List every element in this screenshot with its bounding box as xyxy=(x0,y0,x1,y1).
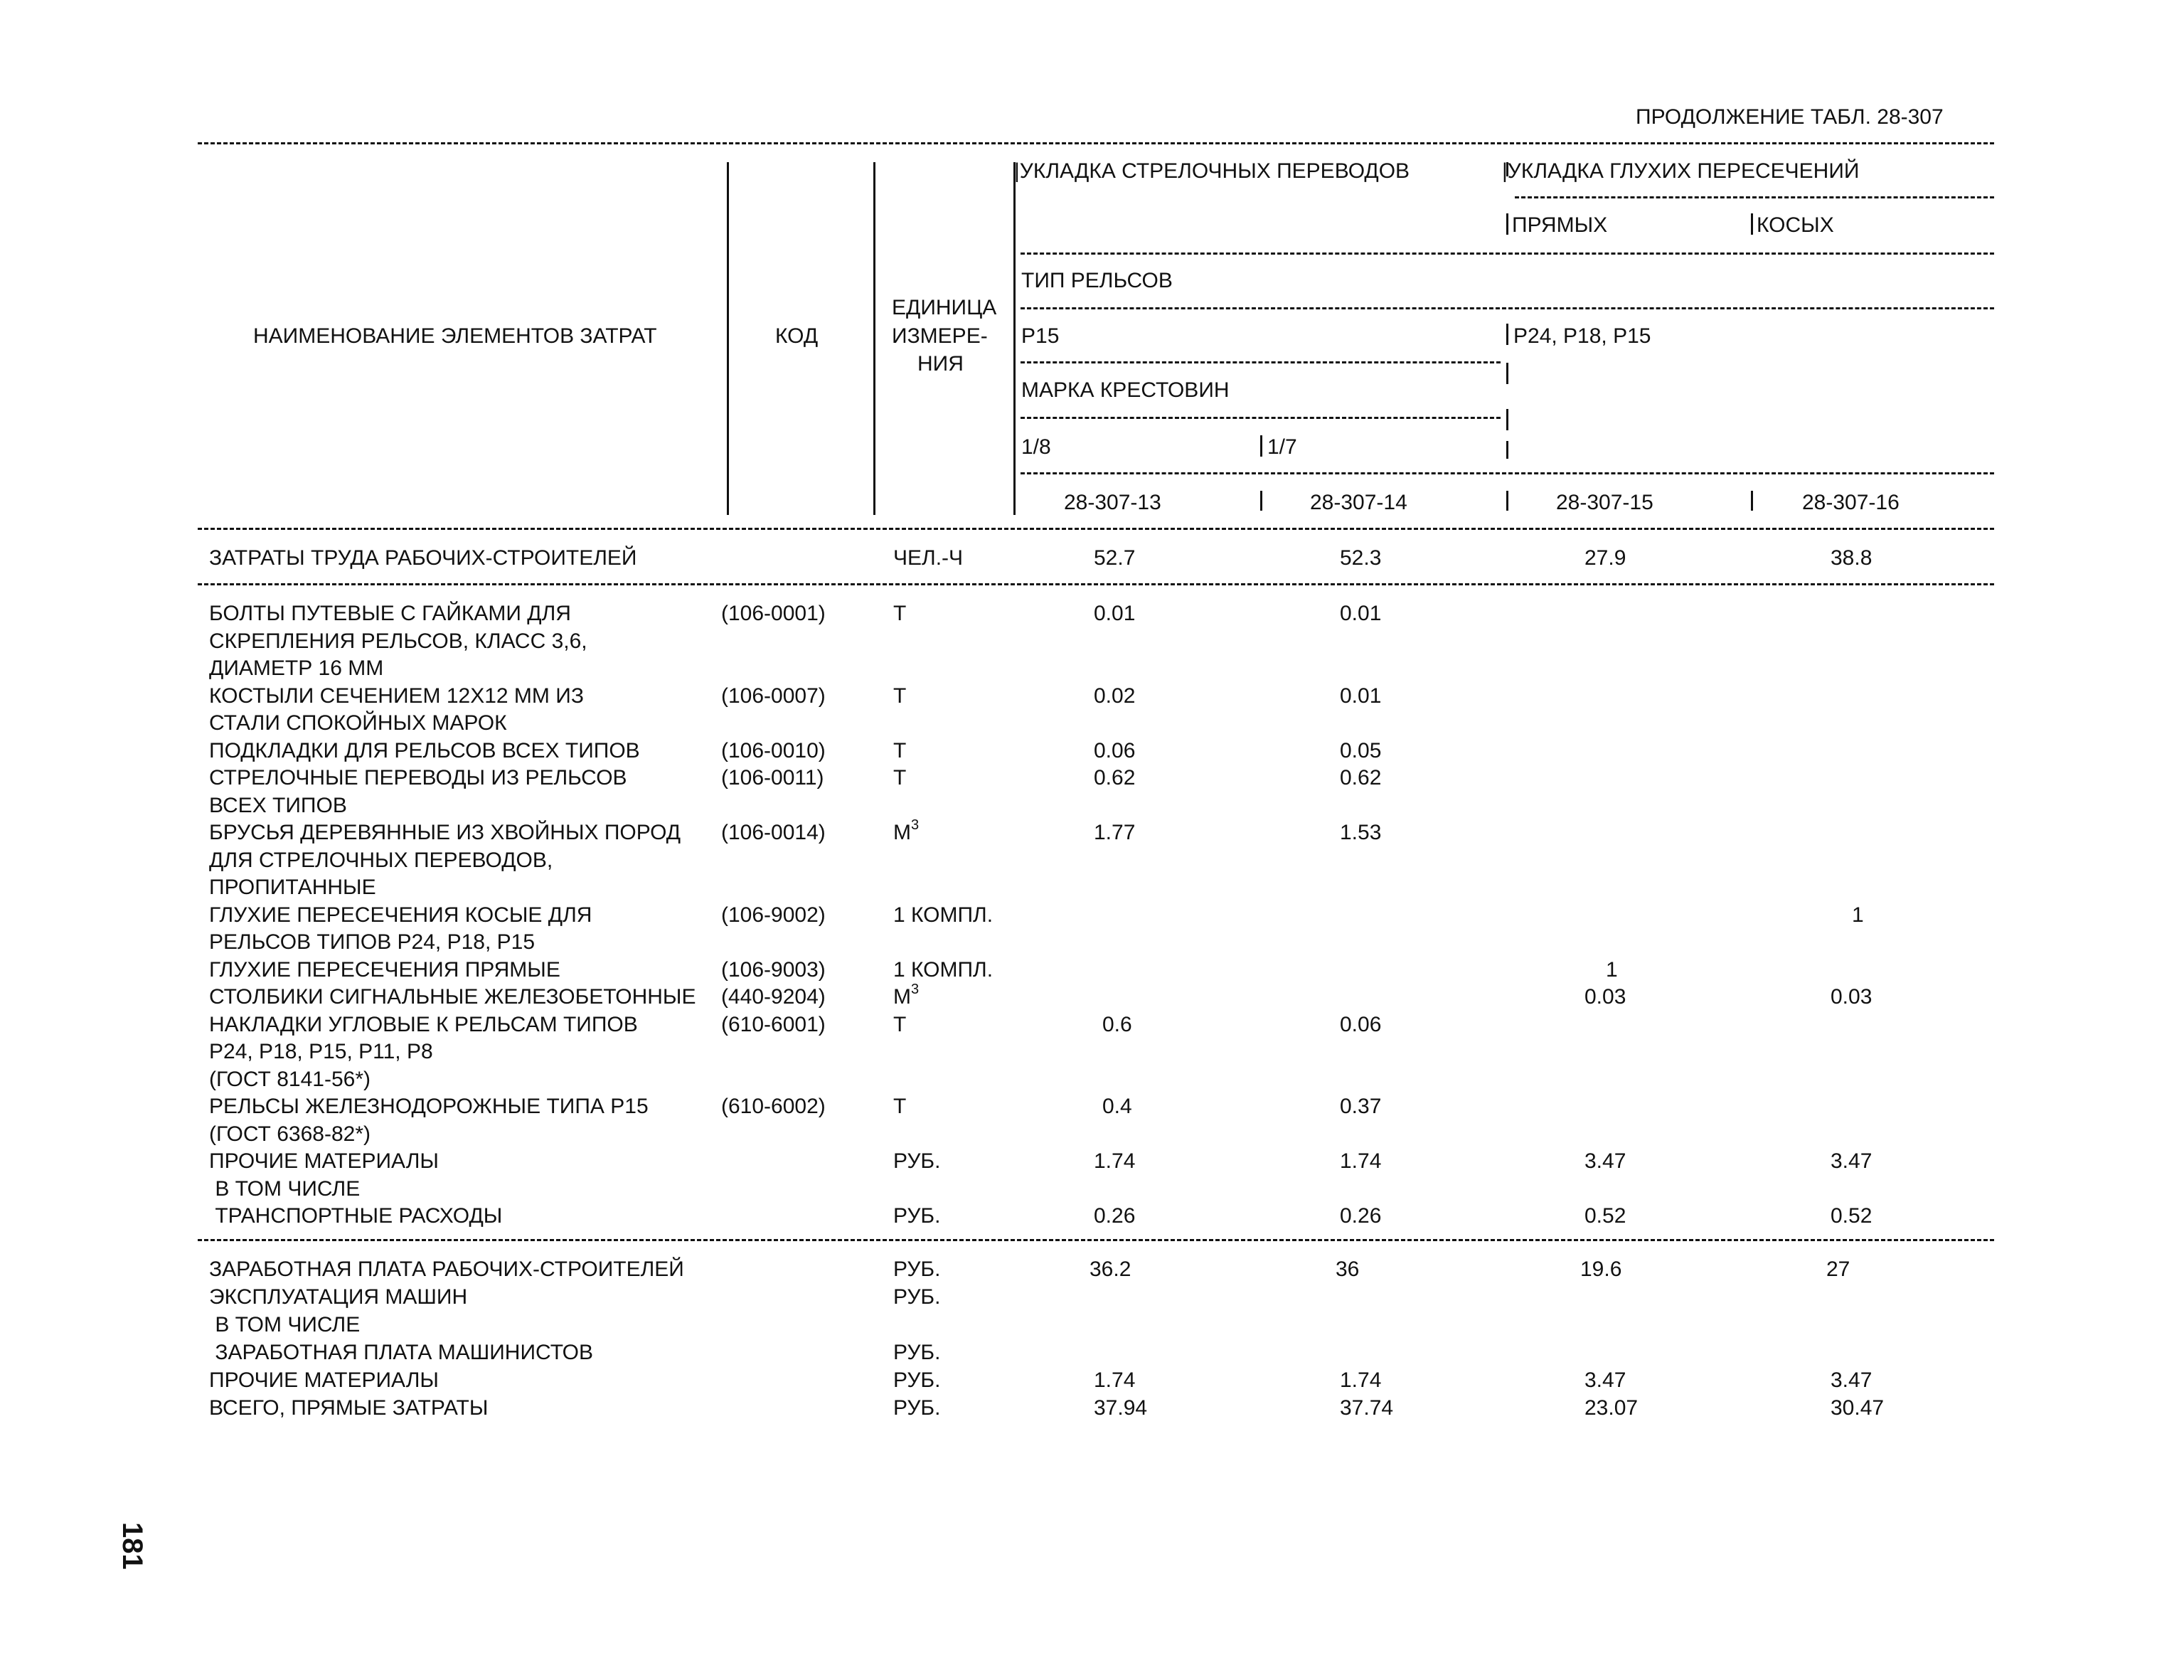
header-rail-type: ТИП РЕЛЬСОВ xyxy=(1021,269,1173,292)
material-unit xyxy=(893,1206,940,1227)
summary-name: В ТОМ ЧИСЛЕ xyxy=(209,1313,361,1336)
summary-name: ЗАРАБОТНАЯ ПЛАТА РАБОЧИХ-СТРОИТЕЛЕЙ xyxy=(209,1258,684,1281)
material-value-2: 0.37 xyxy=(1340,1095,1382,1118)
material-unit xyxy=(893,905,993,926)
header-group2: |УКЛАДКА ГЛУХИХ ПЕРЕСЕЧЕНИЙ xyxy=(1502,159,1860,183)
material-unit-text: Т xyxy=(893,738,907,762)
header-frog-1: 1/8 xyxy=(1021,435,1051,459)
rule-top xyxy=(198,142,1994,144)
col-sep-code xyxy=(873,162,875,515)
material-unit xyxy=(893,740,906,762)
material-code: (106-0010) xyxy=(721,738,826,762)
material-value-3: 0.03 xyxy=(1584,985,1626,1009)
material-name-line: ДИАМЕТР 16 ММ xyxy=(209,656,384,680)
material-unit-text: Т xyxy=(893,684,907,708)
material-unit-sup: 3 xyxy=(911,982,920,997)
summary-value-2: 37.74 xyxy=(1340,1396,1394,1420)
material-value-4: 0.52 xyxy=(1831,1204,1873,1228)
header-straight: ПРЯМЫХ xyxy=(1512,213,1608,237)
labor-unit: ЧЕЛ.-Ч xyxy=(893,546,964,570)
material-name-line: ВСЕХ ТИПОВ xyxy=(209,793,347,817)
material-unit-text: Т xyxy=(893,602,907,625)
material-unit xyxy=(893,1096,906,1117)
rule-labor-bottom xyxy=(198,583,1994,585)
material-value-1: 0.01 xyxy=(1094,602,1136,625)
header-group1: |УКЛАДКА СТРЕЛОЧНЫХ ПЕРЕВОДОВ xyxy=(1014,159,1410,183)
header-rail-p15: Р15 xyxy=(1021,324,1060,348)
summary-unit: РУБ. xyxy=(893,1258,941,1281)
summary-value-2: 36 xyxy=(1336,1258,1360,1281)
rule-header-bottom xyxy=(198,528,1994,530)
material-unit-text: 1 КОМПЛ. xyxy=(893,903,994,927)
summary-value-3: 19.6 xyxy=(1580,1258,1622,1281)
header-code-2: 28-307-14 xyxy=(1310,491,1407,514)
material-name-line: В ТОМ ЧИСЛЕ xyxy=(209,1176,361,1201)
material-name-line: (ГОСТ 6368-82*) xyxy=(209,1122,371,1146)
material-value-2: 0.26 xyxy=(1340,1204,1382,1228)
material-value-1: 0.26 xyxy=(1094,1204,1136,1228)
material-value-4: 3.47 xyxy=(1831,1149,1873,1173)
col-sep-c4 xyxy=(1751,491,1753,511)
summary-name: ЭКСПЛУАТАЦИЯ МАШИН xyxy=(209,1285,468,1309)
header-frog-2: 1/7 xyxy=(1267,435,1297,459)
col-sep-name xyxy=(727,162,729,515)
summary-unit: РУБ. xyxy=(893,1341,941,1364)
material-unit-text: Т xyxy=(893,1095,907,1118)
material-value-2: 0.05 xyxy=(1340,738,1382,762)
col-sep-c2 xyxy=(1260,491,1262,511)
material-name-line: ПРОЧИЕ МАТЕРИАЛЫ xyxy=(209,1149,439,1173)
labor-value-1: 52.7 xyxy=(1094,546,1136,570)
material-unit-text: Т xyxy=(893,766,907,790)
summary-value-1: 1.74 xyxy=(1094,1368,1136,1392)
continuation-label: ПРОДОЛЖЕНИЕ ТАБЛ. 28-307 xyxy=(1636,105,1944,129)
material-code: (106-9002) xyxy=(721,903,826,927)
material-name-line: ГЛУХИЕ ПЕРЕСЕЧЕНИЯ КОСЫЕ ДЛЯ xyxy=(209,903,592,927)
material-name-line: РЕЛЬСЫ ЖЕЛЕЗНОДОРОЖНЫЕ ТИПА Р15 xyxy=(209,1095,649,1118)
header-code-col: КОД xyxy=(775,324,819,348)
material-name-line: СКРЕПЛЕНИЯ РЕЛЬСОВ, КЛАСС 3,6, xyxy=(209,629,587,653)
labor-value-4: 38.8 xyxy=(1831,546,1873,570)
material-unit xyxy=(893,817,920,844)
header-name-col: НАИМЕНОВАНИЕ ЭЛЕМЕНТОВ ЗАТРАТ xyxy=(253,324,657,348)
material-unit-text: 1 КОМПЛ. xyxy=(893,957,994,982)
material-value-3: 3.47 xyxy=(1584,1149,1626,1173)
material-code: (610-6001) xyxy=(721,1012,826,1036)
col-sep-frog xyxy=(1260,435,1262,457)
col-sep-rail-d xyxy=(1506,441,1508,459)
summary-value-1: 36.2 xyxy=(1090,1258,1131,1281)
material-unit-text: РУБ. xyxy=(893,1149,941,1173)
labor-name: ЗАТРАТЫ ТРУДА РАБОЧИХ-СТРОИТЕЛЕЙ xyxy=(209,546,637,570)
rule-p15-sub xyxy=(1021,361,1501,363)
rule-rail-type-top xyxy=(1021,252,1994,255)
summary-name: ЗАРАБОТНАЯ ПЛАТА МАШИНИСТОВ xyxy=(209,1341,594,1364)
material-name-line: ТРАНСПОРТНЫЕ РАСХОДЫ xyxy=(209,1204,503,1228)
material-name-line: (ГОСТ 8141-56*) xyxy=(209,1067,371,1091)
header-oblique: КОСЫХ xyxy=(1757,213,1834,237)
summary-name: ВСЕГО, ПРЯМЫЕ ЗАТРАТЫ xyxy=(209,1396,489,1420)
material-unit xyxy=(893,959,993,981)
page-number: 181 xyxy=(117,1522,148,1570)
material-name-line: ГЛУХИЕ ПЕРЕСЕЧЕНИЯ ПРЯМЫЕ xyxy=(209,957,560,982)
material-name-line: СТОЛБИКИ СИГНАЛЬНЫЕ ЖЕЛЕЗОБЕТОННЫЕ xyxy=(209,985,696,1009)
rule-rail-type-bottom xyxy=(1021,307,1994,309)
header-code-3: 28-307-15 xyxy=(1556,491,1653,514)
rule-materials-bottom xyxy=(198,1239,1994,1241)
header-unit-line1: ЕДИНИЦА xyxy=(892,296,997,319)
material-value-1: 0.4 xyxy=(1102,1095,1132,1118)
col-sep-group2-b xyxy=(1506,213,1508,235)
col-sep-oblique xyxy=(1751,213,1753,235)
material-value-4: 0.03 xyxy=(1831,985,1873,1009)
summary-unit: РУБ. xyxy=(893,1396,941,1420)
material-unit xyxy=(893,1014,906,1036)
summary-value-2: 1.74 xyxy=(1340,1368,1382,1392)
material-value-3: 1 xyxy=(1606,957,1618,982)
summary-unit: РУБ. xyxy=(893,1368,941,1392)
material-unit xyxy=(893,982,920,1009)
material-name-line: РЕЛЬСОВ ТИПОВ Р24, Р18, Р15 xyxy=(209,930,536,954)
material-name-line: КОСТЫЛИ СЕЧЕНИЕМ 12Х12 ММ ИЗ xyxy=(209,684,584,708)
material-code: (106-0007) xyxy=(721,684,826,708)
material-unit-text: РУБ. xyxy=(893,1204,941,1228)
material-value-1: 0.02 xyxy=(1094,684,1136,708)
col-sep-rail xyxy=(1506,324,1508,345)
summary-value-3: 23.07 xyxy=(1584,1396,1639,1420)
header-unit-line2: ИЗМЕРЕ- xyxy=(892,324,988,348)
material-code: (106-9003) xyxy=(721,957,826,982)
rule-codes-top xyxy=(1021,472,1994,474)
material-unit-text: М xyxy=(893,821,911,844)
summary-unit: РУБ. xyxy=(893,1285,941,1309)
material-unit-text: М xyxy=(893,985,911,1009)
material-code: (106-0011) xyxy=(721,766,824,790)
material-name-line: БРУСЬЯ ДЕРЕВЯННЫЕ ИЗ ХВОЙНЫХ ПОРОД xyxy=(209,821,681,844)
material-value-1: 1.77 xyxy=(1094,821,1136,844)
header-code-4: 28-307-16 xyxy=(1802,491,1900,514)
material-value-2: 0.06 xyxy=(1340,1012,1382,1036)
material-name-line: ПРОПИТАННЫЕ xyxy=(209,876,376,899)
material-unit xyxy=(893,767,906,789)
summary-value-3: 3.47 xyxy=(1584,1368,1626,1392)
material-code: (106-0001) xyxy=(721,602,826,625)
material-value-2: 0.01 xyxy=(1340,602,1382,625)
material-unit xyxy=(893,1151,940,1172)
material-value-1: 0.06 xyxy=(1094,738,1136,762)
summary-value-4: 27 xyxy=(1826,1258,1850,1281)
material-name-line: НАКЛАДКИ УГЛОВЫЕ К РЕЛЬСАМ ТИПОВ xyxy=(209,1012,638,1036)
material-code: (440-9204) xyxy=(721,985,826,1009)
col-sep-rail-c xyxy=(1506,409,1508,430)
material-name-line: БОЛТЫ ПУТЕВЫЕ С ГАЙКАМИ ДЛЯ xyxy=(209,602,571,625)
material-value-1: 0.6 xyxy=(1102,1012,1132,1036)
summary-value-1: 37.94 xyxy=(1094,1396,1148,1420)
rule-group2-sub xyxy=(1515,196,1994,198)
material-code: (610-6002) xyxy=(721,1095,826,1118)
material-unit-text: Т xyxy=(893,1012,907,1036)
material-code: (106-0014) xyxy=(721,821,826,844)
material-value-2: 1.74 xyxy=(1340,1149,1382,1173)
summary-value-4: 3.47 xyxy=(1831,1368,1873,1392)
header-code-1: 28-307-13 xyxy=(1064,491,1161,514)
material-unit-sup: 3 xyxy=(911,817,920,833)
material-unit xyxy=(893,603,906,624)
header-unit-line3: НИЯ xyxy=(917,352,964,376)
material-value-2: 1.53 xyxy=(1340,821,1382,844)
material-value-2: 0.01 xyxy=(1340,684,1382,708)
material-value-4: 1 xyxy=(1852,903,1864,927)
col-sep-unit xyxy=(1013,162,1016,515)
header-frog-mark: МАРКА КРЕСТОВИН xyxy=(1021,378,1230,402)
material-name-line: ПОДКЛАДКИ ДЛЯ РЕЛЬСОВ ВСЕХ ТИПОВ xyxy=(209,738,640,762)
material-name-line: СТРЕЛОЧНЫЕ ПЕРЕВОДЫ ИЗ РЕЛЬСОВ xyxy=(209,766,627,790)
material-unit xyxy=(893,686,906,707)
summary-value-4: 30.47 xyxy=(1831,1396,1885,1420)
labor-value-2: 52.3 xyxy=(1340,546,1382,570)
col-sep-c3 xyxy=(1506,491,1508,511)
rule-frog-sub xyxy=(1021,417,1501,419)
material-value-3: 0.52 xyxy=(1584,1204,1626,1228)
col-sep-rail-b xyxy=(1506,363,1508,384)
material-value-1: 0.62 xyxy=(1094,766,1136,790)
summary-name: ПРОЧИЕ МАТЕРИАЛЫ xyxy=(209,1368,439,1392)
labor-value-3: 27.9 xyxy=(1584,546,1626,570)
header-rail-group2: Р24, Р18, Р15 xyxy=(1513,324,1651,348)
material-value-2: 0.62 xyxy=(1340,766,1382,790)
material-name-line: ДЛЯ СТРЕЛОЧНЫХ ПЕРЕВОДОВ, xyxy=(209,848,553,872)
material-value-1: 1.74 xyxy=(1094,1149,1136,1173)
material-name-line: Р24, Р18, Р15, Р11, Р8 xyxy=(209,1040,433,1063)
material-name-line: СТАЛИ СПОКОЙНЫХ МАРОК xyxy=(209,711,507,735)
